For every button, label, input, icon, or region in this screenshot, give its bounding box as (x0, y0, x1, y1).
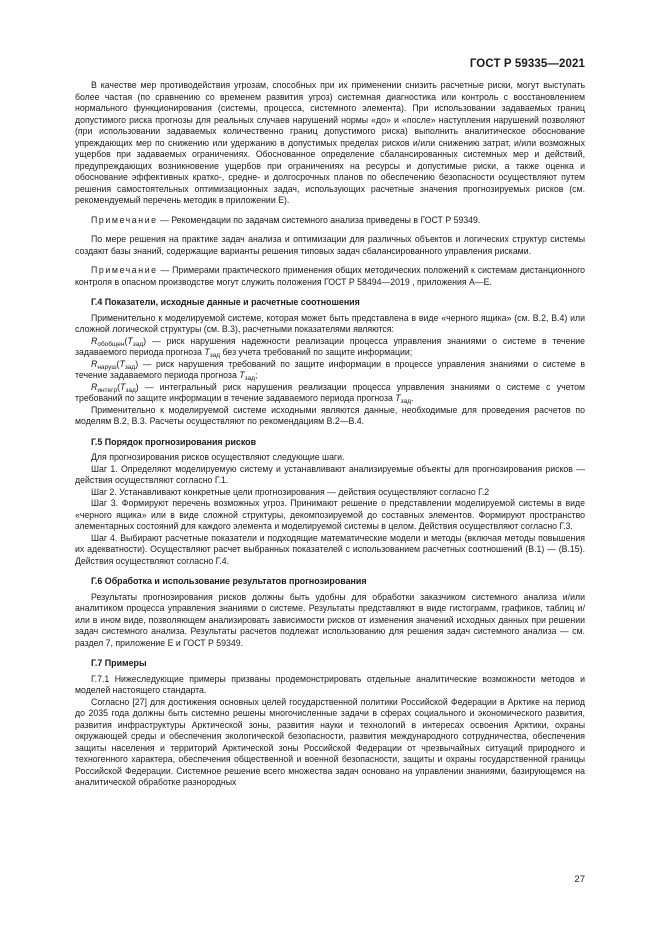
g4-paragraph-2: Применительно к моделируемой системе исходными являются данные, необходимые для проведения расчетов по моделям В.2, В.3. Расчеты осуществляют по рекомендациям В.2—В.4. (75, 404, 585, 426)
section-heading-g4: Г.4 Показатели, исходные данные и расчетные соотношения (91, 297, 360, 307)
page-body (75, 80, 585, 789)
g4-indicator-3: $R_{интегр}(T_{зад})$ — интегральный риск нарушения реализации процесса управления знаниями о системе с учетом требований по защите информации в течение задаваемого периода прогноза $T_{зад}$. (75, 381, 585, 405)
note-label: Примечание (91, 214, 158, 225)
g4-indicator-2: $R_{наруш}(T_{зад})$ — риск нарушения требований по защите информации в процессе управления знаниями о системе в течение задаваемого периода прогноза $T_{зад}$; (75, 358, 585, 382)
g4-paragraph-1: Применительно к моделируемой системе, которая может быть представлена в виде «черного ящика» (см. В.2, В.4) или сложной логической структуры (см. В.3), расчетными показателями являются: (75, 312, 585, 334)
g5-step-3: Шаг 3. Формируют перечень возможных угроз. Принимают решение о представлении моделируемой системы в виде «черного ящика» или в виде сложной структуры, декомпозируемой до составных элементов. Формируют пространство элементарных состояний для каждого элемента и моделируемой системы в целом. Действия осуществляют согласно Г.3. (75, 498, 585, 531)
g7-paragraph-2: Согласно [27] для достижения основных целей государственной политики Российской Федерации в Арктике на период до 2035 года должны быть системно решены многочисленные задачи в сферах социального и экономического развития, развития инфраструктуры Арктической зоны, развития науки и технологий в интересах освоения Арктики, охраны окружающей среды и обеспечения экологической безопасности, развития международного сотрудничества, обеспечения защиты населения и территорий Арктической зоны Российской Федерации от чрезвычайных ситуаций природного и техногенного характера, обеспечения общественной и военной безопасности, защиты и охраны государственной границы Российской Федерации. Системное решение всего множества задач основано на управлении знаниями, базирующемся на аналитической обработке разнородных (75, 696, 585, 787)
section-heading-g5: Г.5 Порядок прогнозирования рисков (91, 436, 257, 447)
g5-step-1: Шаг 1. Определяют моделируемую систему и устанавливают анализируемые объекты для прогнозирования рисков — действия осуществляют согласно Г.1. (75, 463, 585, 485)
note-1 (75, 215, 585, 227)
g5-paragraph-1: Для прогнозирования рисков осуществляют следующие шаги. (91, 452, 345, 462)
section-heading-g7: Г.7 Примеры (91, 658, 147, 668)
g5-step-4: Шаг 4. Выбирают расчетные показатели и подходящие математические модели и методы (включая методы повышения их адекватности). Осуществляют расчет выбранных показателей с использованием расчетных соотношений (В.1) — (В.15). Действия осуществляют согласно Г.4. (75, 532, 585, 566)
section-heading-g6: Г.6 Обработка и использование результатов прогнозирования (91, 576, 367, 586)
intro-paragraph-1: В качестве мер противодействия угрозам, способных при их применении снизить расчетные риски, могут выступать более частая (по сравнению со временем развития угроз) системная диагностика или контроль с восстановлением нормального функционирования (системы, процесса, системного элемента). При использовании задаваемых границ допустимого риска прогнозы для реальных случаев нарушений нормы «до» и «после» наступления нарушений позволяют (при использовании задаваемых количественно границ допустимого риска) выполнить аналитическое обоснование упреждающих мер по снижению или удержанию в допустимых пределах рисков и/или снижению затрат, и/или возможных ущербов при задаваемых ограничениях. Обоснованное определение сбалансированных системных мер и действий, предупреждающих возникновение ущербов при ограничениях на ресурсы и допустимые риски, а также оценка и обоснование эффективных кратко-, средне- и долгосрочных планов по обеспечению безопасности осуществляют путем решения самостоятельных оптимизационных задач, использующих расчетные значения прогнозируемых рисков (см. рекомендуемый перечень методик в приложении Е). (75, 80, 585, 205)
page-number: 27 (574, 874, 585, 885)
g4-indicator-1: $R_{обобщен}(T_{зад})$ — риск нарушения надежности реализации процесса управления знаниями о системе в течение задаваемого периода прогноза $T_{зад}$ без учета требований по защите информации; (75, 335, 585, 359)
note-label: Примечание (91, 265, 158, 275)
document-code-header: ГОСТ Р 59335—2021 (469, 58, 585, 70)
note-text: — Примерами практического применения общих методических положений к системам дистанционного контроля в опасном производстве могут служить положения ГОСТ Р 58494—2019 , приложения А—Е. (75, 265, 585, 287)
g5-step-2: Шаг 2. Устанавливают конкретные цели прогнозирования — действия осуществляют согласно Г.2 (91, 486, 490, 497)
note-text: — Рекомендации по задачам системного анализа приведены в ГОСТ Р 59349. (157, 214, 481, 225)
note-2 (75, 265, 585, 288)
intro-paragraph-2: По мере решения на практике задач анализа и оптимизации для различных объектов и логических структур системы создают базы знаний, содержащие варианты решения типовых задач сбалансированного управления рисками. (75, 234, 585, 256)
g7-paragraph-1: Г.7.1 Нижеследующие примеры призваны продемонстрировать отдельные аналитические возможности методов и моделей настоящего стандарта. (75, 673, 585, 695)
g6-paragraph-1: Результаты прогнозирования рисков должны быть удобны для обработки заказчиком системного анализа и/или аналитиком процесса управления знаниями о системе. Результаты представляют в виде гистограмм, графиков, таблиц и/или в ином виде, позволяющем анализировать зависимости рисков от изменения значений исходных данных при решении задач системного анализа. Результаты расчетов подлежат использованию для решения задач системного анализа — см. раздел 7, приложение Е и ГОСТ Р 59349. (75, 591, 585, 648)
